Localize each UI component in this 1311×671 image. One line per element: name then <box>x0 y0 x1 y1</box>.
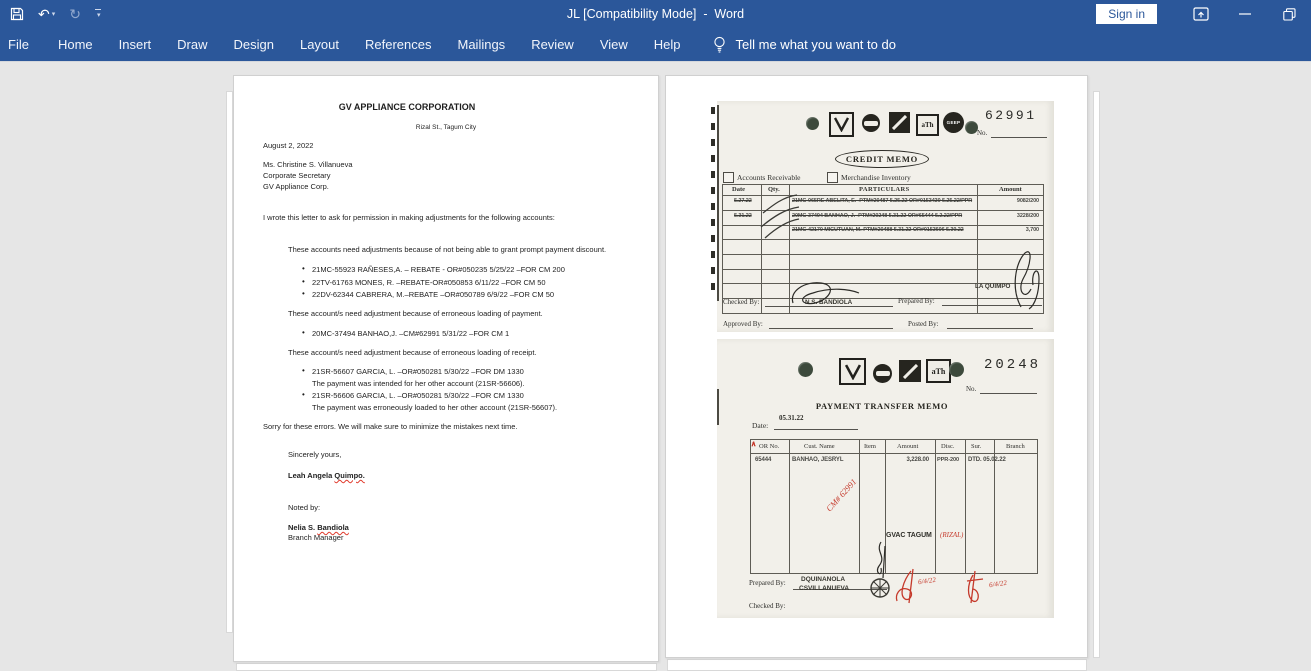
letter-bullet: • 22TV-61763 MONES, R. –REBATE-OR#050853 6/11/22 –FOR CM 50 <box>312 278 546 287</box>
tm-branch-text: GVAC TAGUM <box>886 532 932 539</box>
red-signature-1 <box>893 567 953 605</box>
col-header-particulars: PARTICULARS <box>859 186 910 193</box>
tm-cust-name: BANHAO, JESRYL <box>792 457 844 463</box>
cm-row-amount: 9082/200 <box>1016 198 1039 204</box>
transfer-memo-table <box>750 439 1038 574</box>
tab-insert[interactable]: Insert <box>118 37 152 52</box>
logo-ca-icon <box>899 360 921 382</box>
quimpo-signature <box>1005 249 1045 311</box>
transfer-memo-no-label: No. <box>966 385 977 393</box>
letter-bullet: • 21MC-55923 RAÑESES,A. – REBATE - OR#050235 5/25/22 –FOR CM 200 <box>312 265 565 274</box>
letter-recipient-title: Corporate Secretary <box>263 171 331 180</box>
tab-review[interactable]: Review <box>531 37 574 52</box>
letter-recipient-company: GV Appliance Corp. <box>263 182 329 191</box>
letter-noted-title: Branch Manager <box>288 533 344 542</box>
lightbulb-icon <box>712 36 727 53</box>
binding-marks <box>711 107 715 297</box>
letter-recipient-name: Ms. Christine S. Villanueva <box>263 160 353 169</box>
logo-dot-icon <box>806 117 819 130</box>
credit-memo-no-line <box>991 137 1047 138</box>
tab-view[interactable]: View <box>599 37 628 52</box>
tell-me-box[interactable] <box>712 36 896 53</box>
redo-icon: ↻ <box>69 6 81 22</box>
logo-dot-icon <box>798 362 813 377</box>
sign-in-button[interactable]: Sign in <box>1096 4 1157 24</box>
prepared-by-label: Prepared By: <box>898 297 935 305</box>
window-title: JL [Compatibility Mode] - Word <box>566 7 745 21</box>
letter-section1: These accounts need adjustments because of not being able to grant prompt payment discount. <box>288 245 607 254</box>
col-header-qty: Qty. <box>768 186 780 193</box>
tab-references[interactable]: References <box>365 37 432 52</box>
page-1-letter[interactable] <box>233 75 659 662</box>
checked-by-name: N.S. BANDIOLA <box>805 299 853 306</box>
payment-transfer-memo-scan <box>717 339 1054 618</box>
letter-address: Rizal St., Tagum City <box>415 124 477 131</box>
undo-icon: ↶ <box>38 6 50 22</box>
approved-by-label: Approved By: <box>723 320 763 328</box>
tab-layout[interactable]: Layout <box>299 37 340 52</box>
col-sur: Sur. <box>971 443 982 450</box>
col-item: Item <box>864 443 876 450</box>
cm-row-particulars: 21MC-065RE ABELITA, E. -PTM#20487 5.25.22 OR#0153430 5.25.22/PPR <box>792 198 973 204</box>
restore-button[interactable] <box>1267 0 1311 28</box>
col-branch: Branch <box>1006 443 1025 450</box>
black-pen-stroke <box>871 540 893 580</box>
col-header-amount: Amount <box>999 186 1022 193</box>
letter-noted-by: Noted by: <box>288 503 321 512</box>
title-bar <box>0 0 1311 28</box>
date-label: Date: <box>752 421 769 430</box>
tm-or-no: 65444 <box>755 457 772 463</box>
tab-design[interactable]: Design <box>233 37 274 52</box>
letter-closing: Sincerely yours, <box>288 450 342 459</box>
adjacent-page-edge-right <box>1093 91 1100 658</box>
letter-apology: Sorry for these errors. We will make sure to minimize the mistakes next time. <box>263 422 518 431</box>
col-or-no: OR No. <box>759 443 780 450</box>
tm-disc: PPR-200 <box>937 457 959 463</box>
letter-noted-name: Nelia S. Bandiola <box>288 523 349 532</box>
tab-help[interactable]: Help <box>653 37 681 52</box>
document-canvas <box>0 61 1311 668</box>
transfer-memo-title: PAYMENT TRANSFER MEMO <box>815 401 949 411</box>
cm-row-particulars: 20MC-37494 BANHAO, J. -PTM#20248 5.31.22 OR#65444 5.2.22/PPR <box>792 213 963 219</box>
cm-row-amount: 3,700 <box>1025 227 1039 233</box>
ribbon-tab-bar <box>0 28 1311 61</box>
logo-ath-icon: aTh <box>926 359 951 383</box>
letter-bullet: • 21SR-56606 GARCIA, L. –OR#050281 5/30/22 –FOR CM 1330 <box>312 391 524 400</box>
page-2-scans[interactable] <box>665 75 1088 658</box>
tell-me-label: Tell me what you want to do <box>735 37 896 52</box>
col-cust-name: Cust. Name <box>804 443 835 450</box>
letter-sender: Leah Angela Quimpo. <box>288 471 365 480</box>
qty-slash-marks <box>759 193 801 239</box>
cm-row-particulars: 21MC-42170 MICUTUAN, M.-PTM#20488 5.31.22 OR#0153606 5.30.22 <box>792 227 964 233</box>
posted-by-line <box>947 328 1033 329</box>
logo-ca-icon <box>889 112 910 133</box>
tm-prepared-name-2: CSVILLANUEVA <box>799 585 850 592</box>
credit-memo-title: CREDIT MEMO <box>835 150 929 168</box>
logo-v-emblem-icon <box>829 112 854 137</box>
accounts-receivable-checkbox <box>723 172 734 183</box>
letter-section2: These account/s need adjustment because of erroneous loading of payment. <box>288 309 543 318</box>
credit-memo-number: 62991 <box>985 108 1037 123</box>
red-date-2: 6/4/22 <box>988 578 1008 590</box>
cm-row-date: 5.31.22 <box>734 213 752 219</box>
accounts-receivable-label: Accounts Receivable <box>737 173 801 182</box>
letter-bullet: • 21SR-56607 GARCIA, L. –OR#050281 5/30/22 –FOR DM 1330 <box>312 367 524 376</box>
tm-checked-by-label: Checked By: <box>749 602 786 610</box>
letter-section3: These account/s need adjustment because of erroneous loading of receipt. <box>288 348 537 357</box>
tab-draw[interactable]: Draw <box>177 37 208 52</box>
approved-by-line <box>769 328 893 329</box>
prepared-by-name: LA QUIMPO <box>975 283 1011 290</box>
letter-company: GV APPLIANCE CORPORATION <box>338 102 476 112</box>
next-page-top-left <box>236 663 657 671</box>
col-amount: Amount <box>897 443 919 450</box>
undo-caret-icon[interactable]: ▾ <box>51 11 56 18</box>
transfer-memo-number: 20248 <box>984 357 1042 373</box>
scan-edge-line <box>717 389 719 425</box>
adjacent-page-edge-left <box>226 91 233 633</box>
cm-row-amount: 3228/200 <box>1016 213 1039 219</box>
tab-home[interactable]: Home <box>57 37 93 52</box>
round-stamp-icon <box>869 577 891 599</box>
logo-geep-icon: GEEP <box>943 112 964 133</box>
date-line <box>774 429 858 430</box>
logo-dot-icon <box>949 362 964 377</box>
merchandise-inventory-checkbox <box>827 172 838 183</box>
logo-v-emblem-icon <box>839 358 866 385</box>
letter-bullet: • 22DV-62344 CABRERA, M.–REBATE –OR#050789 6/9/22 –FOR CM 50 <box>312 290 554 299</box>
tm-amount: 3,228.00 <box>906 457 929 463</box>
logo-gnl-icon <box>873 364 892 383</box>
transfer-memo-no-line <box>980 393 1037 394</box>
red-date-1: 6/4/22 <box>917 575 937 587</box>
credit-memo-no-label: No. <box>977 129 988 137</box>
checked-by-label: Checked By: <box>723 298 760 306</box>
logo-ath-icon: aTh <box>916 114 939 136</box>
col-header-date: Date <box>732 186 745 193</box>
col-disc: Disc. <box>941 443 955 450</box>
red-cm-note: CM# 62991 <box>823 476 859 514</box>
red-branch-note: (RIZAL) <box>940 531 964 539</box>
next-page-top-right <box>667 659 1087 671</box>
tm-prepared-by-label: Prepared By: <box>749 579 786 587</box>
date-value: 05.31.22 <box>779 414 804 422</box>
credit-memo-table <box>722 184 1044 314</box>
scan-edge-line <box>717 105 719 301</box>
posted-by-label: Posted By: <box>908 320 939 328</box>
tm-prepared-name-1: DQUINANOLA <box>801 576 846 583</box>
tab-file[interactable]: File <box>8 37 29 52</box>
minimize-button[interactable] <box>1223 0 1267 28</box>
credit-memo-scan <box>717 101 1054 332</box>
cm-row-date: 5.27.22 <box>734 198 752 204</box>
letter-bullet: • 20MC-37494 BANHAO,J. –CM#62991 5/31/22 –FOR CM 1 <box>312 329 509 338</box>
bandiola-signature <box>787 279 862 309</box>
customize-qat-caret-icon: ▾ <box>96 12 101 19</box>
tm-sur-branch: DTD. 05.02.22 <box>968 457 1006 463</box>
ribbon-display-options-button[interactable] <box>1179 0 1223 28</box>
letter-date: August 2, 2022 <box>263 141 314 150</box>
letter-intro: I wrote this letter to ask for permission in making adjustments for the following accounts: <box>263 213 555 222</box>
merchandise-inventory-label: Merchandise Inventory <box>841 173 911 182</box>
tab-mailings[interactable]: Mailings <box>457 37 506 52</box>
letter-bullet-sub: The payment was erroneously loaded to her other account (21SR-56607). <box>312 403 558 412</box>
letter-bullet-sub: The payment was intended for her other account (21SR-56606). <box>312 379 525 388</box>
logo-gnl-icon <box>862 114 880 132</box>
